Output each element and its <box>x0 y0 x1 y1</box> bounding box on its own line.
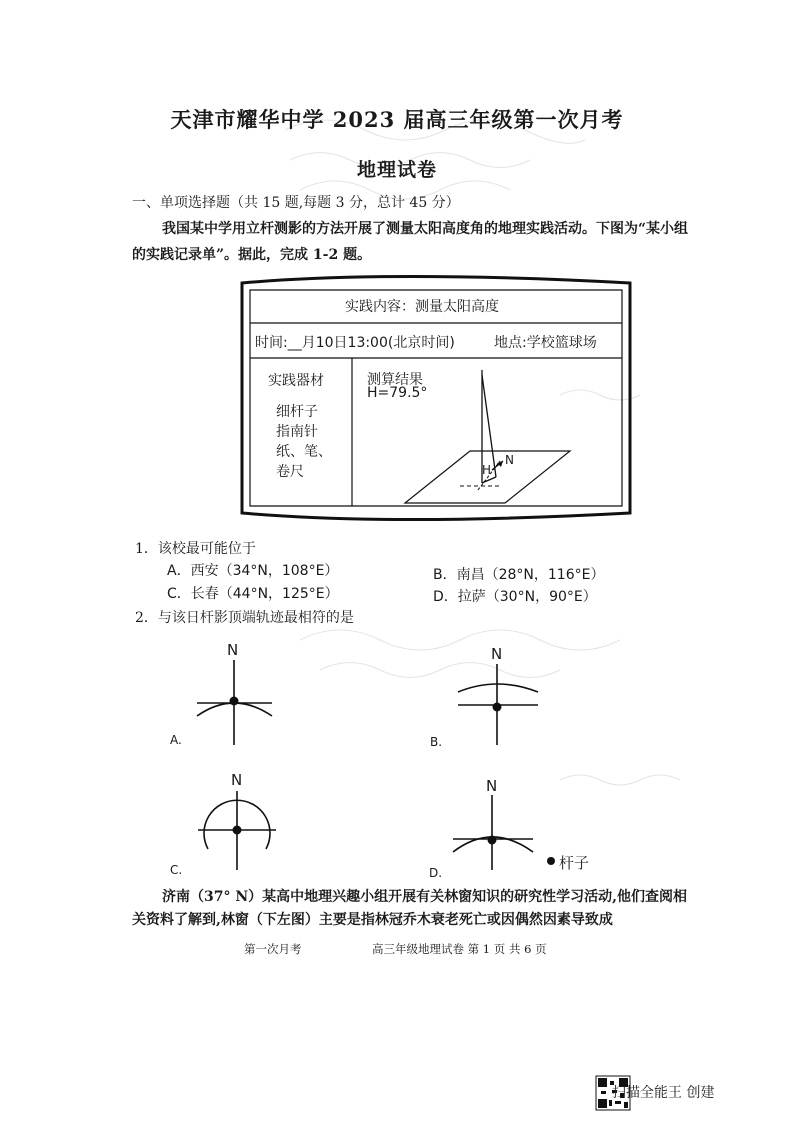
diagram-angle-label: H <box>482 463 492 477</box>
figure-c-letter: C. <box>170 863 183 877</box>
question-1-option-d: D．拉萨（30°N，90°E） <box>433 589 597 605</box>
passage-paragraph: 济南（37° N）某高中地理兴趣小组开展有关林窗知识的研究性学习活动,他们查阅相关资料了解到,林窗（下左图）主要是指林冠乔木衰老死亡或因偶然因素导致成 <box>132 889 688 928</box>
equipment-item: 指南针 <box>276 424 318 440</box>
question-1-stem: 1．该校最可能位于 <box>135 541 256 557</box>
figure-b-north: N <box>491 645 503 663</box>
section-heading: 一、单项选择题（共 15 题,每题 3 分，总计 45 分） <box>132 195 460 211</box>
figure-d-letter: D. <box>429 866 443 880</box>
question-2-stem: 2．与该日杆影顶端轨迹最相符的是 <box>135 610 354 626</box>
record-place-label: 地点:学校篮球场 <box>494 335 597 351</box>
page-subtitle: 地理试卷 <box>356 159 437 181</box>
question-1-option-c: C．长春（44°N，125°E） <box>167 586 339 602</box>
equipment-item: 细杆子 <box>276 404 318 420</box>
pole-legend: 杆子 <box>559 854 590 872</box>
equipment-item: 纸、笔、 <box>276 444 332 460</box>
figure-b-letter: B. <box>430 735 443 749</box>
result-value: H=79.5° <box>367 385 428 401</box>
record-content-label: 实践内容：测量太阳高度 <box>345 299 499 315</box>
record-time-label: 时间:__月10日13:00(北京时间) <box>255 335 455 351</box>
footer-left: 第一次月考 <box>244 942 302 956</box>
figure-c-north: N <box>231 771 243 789</box>
question-1-option-a: A．西安（34°N，108°E） <box>167 563 339 579</box>
footer-center: 高三年级地理试卷 第 1 页 共 6 页 <box>372 942 547 956</box>
watermark-text: 扫描全能王 创建 <box>612 1085 715 1101</box>
page-title: 天津市耀华中学 2023 届高三年级第一次月考 <box>170 107 624 132</box>
diagram-north-label: N <box>505 453 514 467</box>
equipment-item: 卷尺 <box>276 464 304 480</box>
equipment-heading: 实践器材 <box>268 373 324 389</box>
result-heading: 测算结果 <box>367 372 423 388</box>
figure-a-letter: A. <box>170 733 182 747</box>
question-1-option-b: B．南昌（28°N，116°E） <box>433 567 605 583</box>
figure-d-north: N <box>486 777 498 795</box>
intro-paragraph: 我国某中学用立杆测影的方法开展了测量太阳高度角的地理实践活动。下图为“某小组的实践记录单”。据此，完成 1-2 题。 <box>132 221 689 263</box>
figure-a-north: N <box>227 641 239 659</box>
